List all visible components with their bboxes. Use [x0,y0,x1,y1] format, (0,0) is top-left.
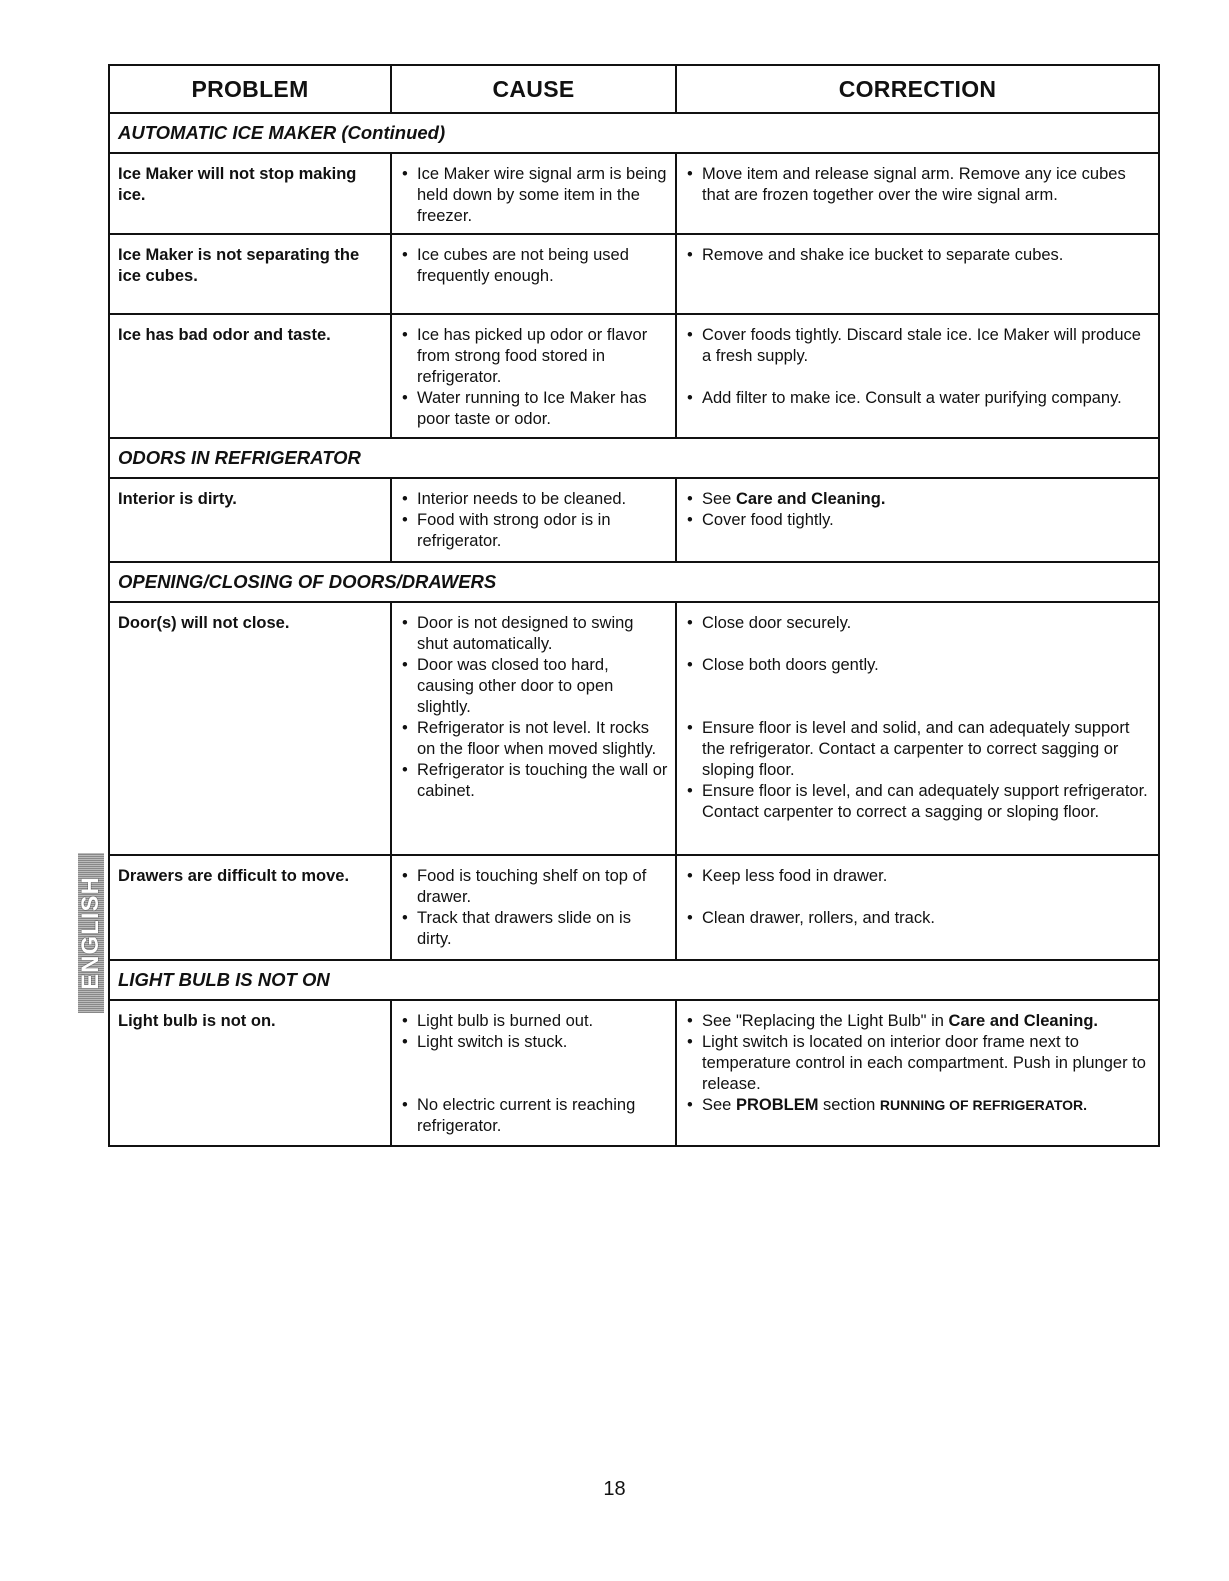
correction-item: • Keep less food in drawer. [685,866,1152,887]
correction-item: • See PROBLEM section RUNNING OF REFRIGERATOR. [685,1095,1152,1116]
problem-cell: Ice Maker will not stop making ice. [110,154,392,233]
section-ice-maker: AUTOMATIC ICE MAKER (Continued) [110,114,1158,154]
correction-item: • See "Replacing the Light Bulb" in Care and Cleaning. [685,1011,1152,1032]
problem-cell: Drawers are difficult to move. [110,856,392,959]
page-number: 18 [603,1478,626,1500]
table-row [110,856,1158,961]
table-row [110,603,1158,856]
problem-cell: Light bulb is not on. [110,1001,392,1145]
cause-item: • No electric current is reaching refrigerator. [400,1095,669,1137]
correction-item: • Cover foods tightly. Discard stale ice. Ice Maker will produce a fresh supply. [685,325,1152,367]
section-light-bulb: LIGHT BULB IS NOT ON [110,961,1158,1001]
cause-item: • Light bulb is burned out. [400,1011,669,1032]
cause-item: • Food with strong odor is in refrigerator. [400,510,669,552]
cause-item: • Track that drawers slide on is dirty. [400,908,669,950]
cause-item: • Refrigerator is touching the wall or cabinet. [400,760,669,802]
correction-item: • Move item and release signal arm. Remove any ice cubes that are frozen together over the wire signal arm. [685,164,1152,206]
header-correction: CORRECTION [838,75,997,102]
cause-cell [392,315,677,437]
correction-item: • Ensure floor is level, and can adequately support refrigerator. Contact carpenter to correct a sagging or sloping floor. [685,781,1152,823]
correction-cell [677,154,1158,233]
problem-cell: Ice Maker is not separating the ice cubes. [110,235,392,313]
cause-cell [392,603,677,854]
header-cause: CAUSE [392,66,677,112]
cause-item: • Water running to Ice Maker has poor taste or odor. [400,388,669,430]
cause-item: • Door was closed too hard, causing other door to open slightly. [400,655,669,718]
table-header [110,66,1158,114]
problem-cell: Interior is dirty. [110,479,392,561]
correction-item: • Remove and shake ice bucket to separate cubes. [685,245,1152,266]
cause-item: • Ice cubes are not being used frequently enough. [400,245,669,287]
correction-cell [677,479,1158,561]
language-side-tab-label: ENGLISH [77,876,104,990]
cause-item: • Light switch is stuck. [400,1032,669,1053]
correction-item: • Light switch is located on interior door frame next to temperature control in each compartment. Push in plunger to release. [685,1032,1152,1095]
cause-item: • Ice has picked up odor or flavor from strong food stored in refrigerator. [400,325,669,388]
cause-cell [392,479,677,561]
troubleshooting-table [108,64,1160,1147]
cause-cell [392,235,677,313]
cause-cell [392,154,677,233]
table-row [110,479,1158,563]
cause-item: • Refrigerator is not level. It rocks on the floor when moved slightly. [400,718,669,760]
table-row [110,1001,1158,1147]
correction-item: • See Care and Cleaning. [685,489,1152,510]
correction-item: • Clean drawer, rollers, and track. [685,908,1152,929]
cause-cell [392,856,677,959]
correction-cell [677,603,1158,854]
cause-item: • Door is not designed to swing shut automatically. [400,613,669,655]
problem-cell: Door(s) will not close. [110,603,392,854]
correction-item: • Ensure floor is level and solid, and can adequately support the refrigerator. Contact a carpenter to correct sagging or sloping floor. [685,718,1152,781]
correction-item: • Close both doors gently. [685,655,1152,676]
cause-item: • Interior needs to be cleaned. [400,489,669,510]
section-doors-drawers: OPENING/CLOSING OF DOORS/DRAWERS [110,563,1158,603]
correction-item: • Add filter to make ice. Consult a water purifying company. [685,388,1152,409]
cause-item: • Ice Maker wire signal arm is being held down by some item in the freezer. [400,164,669,227]
problem-cell: Ice has bad odor and taste. [110,315,392,437]
header-problem: PROBLEM [110,66,392,112]
language-side-tab [78,853,104,1013]
correction-cell [677,235,1158,313]
correction-item: • Close door securely. [685,613,1152,634]
cause-cell [392,1001,677,1145]
correction-cell [677,1001,1158,1145]
cause-item: • Food is touching shelf on top of drawer. [400,866,669,908]
table-row [110,154,1158,235]
section-odors: ODORS IN REFRIGERATOR [110,439,1158,479]
table-row [110,315,1158,439]
correction-item: • Cover food tightly. [685,510,1152,531]
table-row [110,235,1158,315]
correction-cell [677,856,1158,959]
correction-cell [677,315,1158,437]
